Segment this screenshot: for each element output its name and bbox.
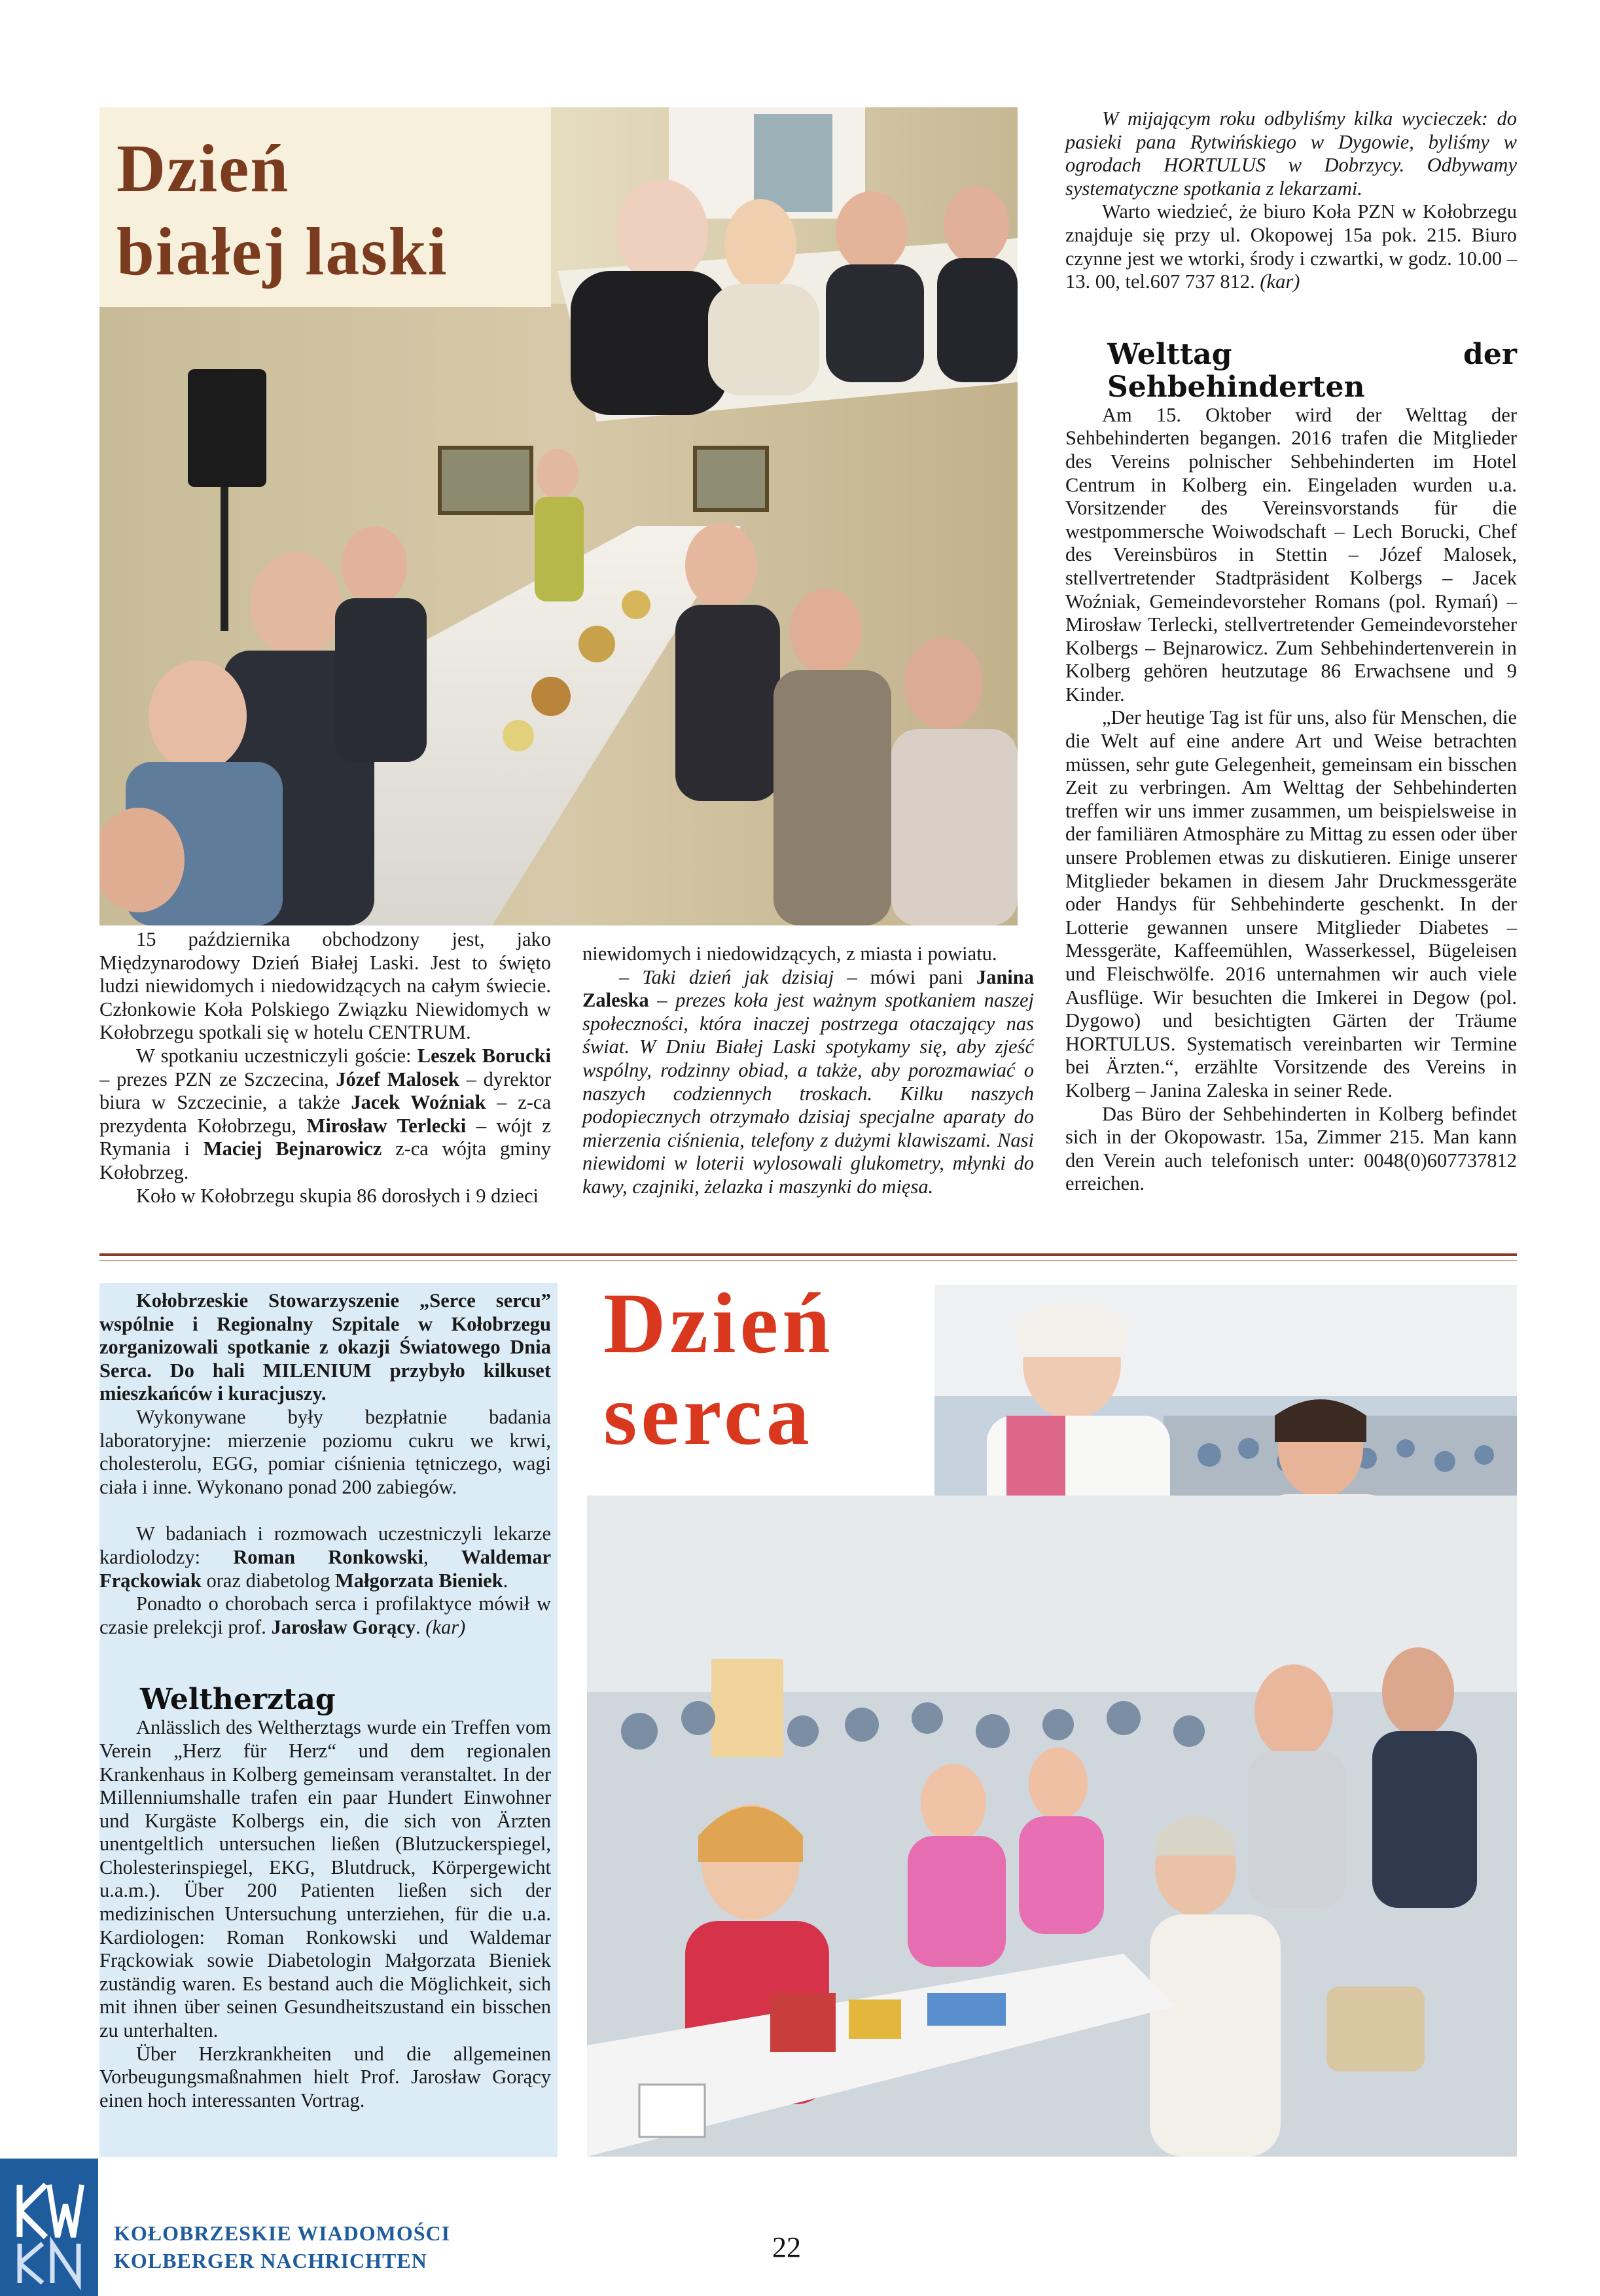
article1-column1 <box>99 928 551 1208</box>
article2-lead-paragraph: Kołobrzeskie Stowarzyszenie „Serce sercu” wspólnie i Regionalny Szpitale w Kołobrzegu zorganizowali spotkanie z okazji Światowego Dnia Serca. Do hali MILENIUM przybyło kilkuset mieszkańców i kuracjuszy. <box>99 1289 551 1405</box>
page-number: 22 <box>772 2231 801 2263</box>
article2-lecture-paragraph: Ponadto o chorobach serca i profilaktyce mówił w czasie prelekcji prof. Jarosław Gorący. (kar) <box>99 1592 551 1638</box>
publication-name-pl: KOŁOBRZESKIE WIADOMOŚCI <box>114 2221 451 2245</box>
welttag-paragraph-1: Am 15. Oktober wird der Welttag der Sehbehinderten begangen. 2016 trafen die Mitglieder des Vereins polnischer Sehbehinderten im Hotel Centrum in Kolberg ein. Eingeladen wurden u.a. Vorsitzender des Vereinsvorstands für die westpommersche Woiwodschaft – Lech Borucki, Chef des Vereinsbüros in Stettin – Józef Malosek, stellvertretender Stadtpräsident Kolbergs – Jacek Woźniak, Gemeindevorsteher Romans (pol. Rymań) – Mirosław Terlecki, stellvertretender Gemeindevorsteher Kolbergs – Bejnarowicz. Zum Sehbehindertenverein in Kolberg gehören heutzutage 86 Erwachsene und 9 Kinder. <box>1065 403 1517 706</box>
welttag-paragraph-2: „Der heutige Tag ist für uns, also für Menschen, die die Welt auf eine andere Art und Weise betrachten müssen, sehr gute Gelegenheit, gemeinsam ein bisschen Zeit zu verbringen. Am Welttag der Sehbehinderten treffen wir uns immer zusammen, um beispielsweise in der familiären Atmosphäre zu Mittag zu essen oder über unsere Problemen etwas zu diskutieren. Einige unserer Mitglieder bekamen in diesem Jahr Druckmessgeräte oder Handys für Sehbehinderte geschenkt. In der Lotterie gewannen unsere Mitglieder Diabetes – Messgeräte, Kaffeemühlen, Wasserkessel, Bügeleisen und Fleischwölfe. 2016 unternahmen wir auch viele Ausflüge. Wir besuchten die Imkerei in Degow (pol. Dygowo) und besichtigten Gärten der Träume HORTULUS. Systematisch vereinbarten wir Termine bei Ärzten.“, erzählte Vorsitzende des Vereins in Kolberg – Janina Zaleska in seiner Rede. <box>1065 706 1517 1102</box>
article2-tests-paragraph: Wykonywane były bezpłatnie badania laboratoryjne: mierzenie poziomu cukru we krwi, cholesterolu, EGG, pomiar ciśnienia tętniczego, wagi ciała i inne. Wykonano ponad 200 zabiegów. <box>99 1405 551 1498</box>
article2-column <box>99 1289 551 2112</box>
publication-logo <box>0 2159 98 2296</box>
welttag-paragraph-3: Das Büro der Sehbehinderten in Kolberg befindet sich in der Okopowastr. 15a, Zimmer 215. Man kann den Verein auch telefonisch unter: 0048(0)607737812 erreichen. <box>1065 1102 1517 1195</box>
article1-office-paragraph: Warto wiedzieć, że biuro Koła PZN w Kołobrzegu znajduje się przy ul. Okopowej 15a pok. 215. Biuro czynne jest we wtorki, środy i czwartki, w godz. 10.00 – 13. 00, tel.607 737 812. (kar) <box>1065 200 1517 293</box>
article2-title-line2: serca <box>603 1367 813 1463</box>
weltherztag-paragraph-2: Über Herzkrankheiten und die allgemeinen Vorbeugungsmaßnahmen hielt Prof. Jarosław Gorący einen hoch interessanten Vortrag. <box>99 2042 551 2111</box>
article1-membership-paragraph: Koło w Kołobrzegu skupia 86 dorosłych i 9 dzieci <box>136 1184 539 1207</box>
logo-mark-icon <box>0 2159 98 2296</box>
article1-title-line1: Dzień <box>116 131 290 206</box>
article1-column2 <box>582 942 1034 1199</box>
article1-column3 <box>1065 107 1517 1196</box>
article2-title-line1: Dzień <box>603 1275 834 1371</box>
weltherztag-paragraph-1: Anlässlich des Weltherztags wurde ein Treffen vom Verein „Herz für Herz“ und dem regionalen Krankenhaus in Kolberg gemeinsam veranstaltet. In der Millenniumshalle trafen ein paar Hundert Einwohner und Kurgäste Kolbergs ein, die sich von Ärzten unentgeltlich untersuchen ließen (Blutzuckerspiegel, Cholesterinspiegel, EKG, Blutdruck, Körpergewicht u.a.m.). Über 200 Patienten ließen sich der medizinischen Untersuchung unterziehen, für die u.a. Kardiologen: Roman Ronkowski und Waldemar Frąckowiak sowie Diabetologin Małgorzata Bieniek zuständig waren. Es bestand auch die Möglichkeit, sich mit ihnen über seinen Gesundheitszustand ein bisschen zu unterhalten. <box>99 1716 551 2042</box>
article1-intro-paragraph: 15 października obchodzony jest, jako Międzynarodowy Dzień Białej Laski. Jest to święto ludzi niewidomych i niedowidzących na całym świecie. Członkowie Koła Polskiego Związku Niewidomych w Kołobrzegu spotkali się w hotelu CENTRUM. <box>99 928 551 1044</box>
article1-quote-paragraph: – Taki dzień jak dzisiaj – mówi pani Janina Zaleska – prezes koła jest ważnym spotkaniem naszej społeczności, która inaczej postrzega otaczający nas świat. W Dniu Białej Laski spotykamy się, aby zjeść wspólny, rodzinny obiad, a także, aby porozmawiać o naszych codziennych troskach. Kilku naszych podopiecznych otrzymało dzisiaj specjalne aparaty do mierzenia ciśnienia, telefony z dużymi klawiszami. Nasi niewidomi w loterii wylosowali glukometry, młynki do kawy, czajniki, żelazka i maszynki do mięsa. <box>582 965 1034 1198</box>
article1-guests-paragraph: W spotkaniu uczestniczyli goście: Leszek Borucki – prezes PZN ze Szczecina, Józef Malosek – dyrektor biura w Szczecinie, a także Jacek Woźniak – z-ca prezydenta Kołobrzegu, Mirosław Terlecki – wójt z Rymania i Maciej Bejnarowicz z-ca wójta gminy Kołobrzeg. <box>99 1044 552 1183</box>
section-divider <box>99 1253 1517 1256</box>
article1-trips-paragraph: W mijającym roku odbyliśmy kilka wycieczek: do pasieki pana Rytwińskiego w Dygowie, byliśmy w ogrodach HORTULUS w Dobrzycy. Odbywamy systematyczne spotkania z lekarzami. <box>1065 107 1517 200</box>
article1-title-line2: białej laski <box>116 214 448 289</box>
publication-name-de: KOLBERGER NACHRICHTEN <box>114 2249 427 2272</box>
article1-column2-continuation: niewidomych i niedowidzących, z miasta i powiatu. <box>582 942 997 965</box>
weltherztag-heading: Weltherztag <box>140 1683 336 1717</box>
heart-day-photo-bottom <box>587 1496 1517 2157</box>
article2-doctors-paragraph: W badaniach i rozmowach uczestniczyli lekarze kardiolodzy: Roman Ronkowski, Waldemar Frąckowiak oraz diabetolog Małgorzata Bieniek. <box>99 1522 551 1592</box>
welttag-heading: Welttag der Sehbehinderten <box>1107 337 1517 404</box>
section-divider-thin <box>99 1260 1517 1261</box>
